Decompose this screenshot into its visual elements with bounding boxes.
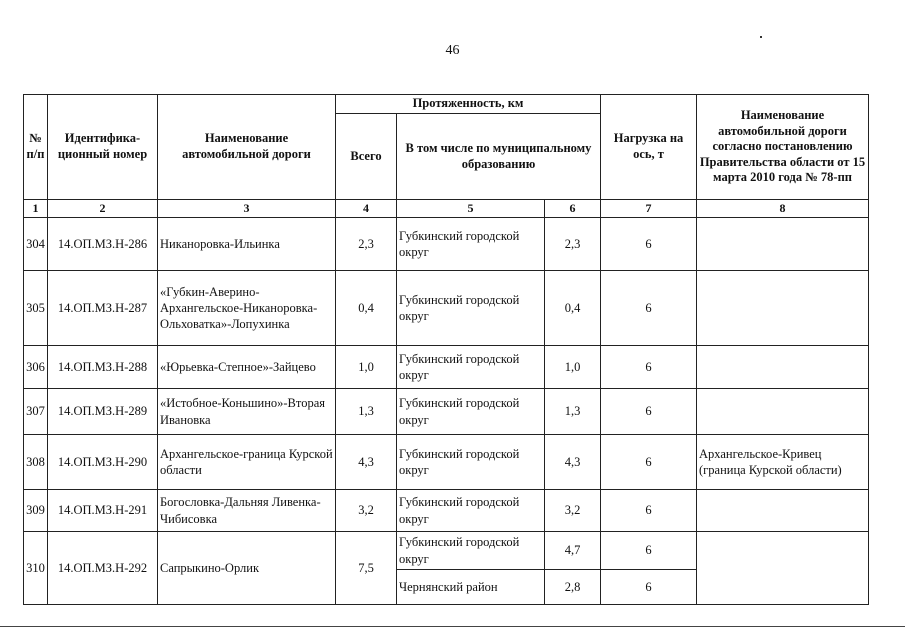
axle-load: 6 — [601, 218, 697, 271]
municipal-length: 3,2 — [545, 490, 601, 532]
axle-load: 6 — [601, 490, 697, 532]
resolution-name — [697, 271, 869, 346]
road-total-length: 1,0 — [336, 346, 397, 389]
road-name: Архангельское-граница Курской области — [158, 435, 336, 490]
resolution-name — [697, 218, 869, 271]
municipality: Губкинский городской округ — [397, 346, 545, 389]
column-number: 2 — [48, 200, 158, 218]
municipal-length: 1,0 — [545, 346, 601, 389]
road-name: Никаноровка-Ильинка — [158, 218, 336, 271]
axle-load: 6 — [601, 271, 697, 346]
axle-load: 6 — [601, 435, 697, 490]
page-number: 46 — [445, 43, 460, 58]
road-name: Сапрыкино-Орлик — [158, 532, 336, 605]
column-number: 4 — [336, 200, 397, 218]
column-number: 1 — [24, 200, 48, 218]
table-row — [24, 271, 869, 346]
header-load: Нагрузка на ось, т — [601, 95, 697, 200]
table-row — [24, 435, 869, 490]
column-number: 6 — [545, 200, 601, 218]
municipal-length: 4,3 — [545, 435, 601, 490]
road-id: 14.ОП.МЗ.Н-287 — [48, 271, 158, 346]
road-id: 14.ОП.МЗ.Н-290 — [48, 435, 158, 490]
column-number-row — [24, 200, 869, 218]
municipal-length: 1,3 — [545, 389, 601, 435]
municipal-length: 0,4 — [545, 271, 601, 346]
resolution-name — [697, 389, 869, 435]
column-number: 3 — [158, 200, 336, 218]
row-number: 304 — [24, 218, 48, 271]
axle-load: 6 — [601, 570, 697, 605]
road-name: Богословка-Дальняя Ливенка-Чибисовка — [158, 490, 336, 532]
municipality: Губкинский городской округ — [397, 218, 545, 271]
resolution-name — [697, 490, 869, 532]
table-row — [24, 389, 869, 435]
road-id: 14.ОП.МЗ.Н-286 — [48, 218, 158, 271]
municipality: Губкинский городской округ — [397, 490, 545, 532]
column-number: 8 — [697, 200, 869, 218]
header-total: Всего — [336, 114, 397, 200]
municipality: Губкинский городской округ — [397, 435, 545, 490]
row-number: 307 — [24, 389, 48, 435]
row-number: 306 — [24, 346, 48, 389]
municipality: Губкинский городской округ — [397, 271, 545, 346]
road-name: «Истобное-Коньшино»-Вторая Ивановка — [158, 389, 336, 435]
road-total-length: 0,4 — [336, 271, 397, 346]
roads-table — [23, 94, 869, 605]
municipal-length: 4,7 — [545, 532, 601, 570]
header-municipal: В том числе по муниципальному образованию — [397, 114, 601, 200]
road-id: 14.ОП.МЗ.Н-291 — [48, 490, 158, 532]
header-resolution-name: Наименование автомобильной дороги согласно постановлению Правительства области от 15 марта 2010 года № 78-пп — [697, 95, 869, 200]
header-num: № п/п — [24, 95, 48, 200]
municipality: Губкинский городской округ — [397, 532, 545, 570]
table-row — [24, 218, 869, 271]
municipal-length: 2,3 — [545, 218, 601, 271]
road-total-length: 2,3 — [336, 218, 397, 271]
row-number: 305 — [24, 271, 48, 346]
column-number: 7 — [601, 200, 697, 218]
municipal-length: 2,8 — [545, 570, 601, 605]
row-number: 310 — [24, 532, 48, 605]
axle-load: 6 — [601, 532, 697, 570]
bottom-rule — [0, 626, 905, 627]
road-id: 14.ОП.МЗ.Н-292 — [48, 532, 158, 605]
road-id: 14.ОП.МЗ.Н-289 — [48, 389, 158, 435]
column-number: 5 — [397, 200, 545, 218]
road-total-length: 4,3 — [336, 435, 397, 490]
resolution-name: Архангельское-Кривец (граница Курской области) — [697, 435, 869, 490]
scan-dot — [760, 36, 762, 38]
resolution-name — [697, 346, 869, 389]
table-row — [24, 490, 869, 532]
row-number: 308 — [24, 435, 48, 490]
municipality: Губкинский городской округ — [397, 389, 545, 435]
road-name: «Губкин-Аверино-Архангельское-Никаноровка-Ольховатка»-Лопухинка — [158, 271, 336, 346]
road-id: 14.ОП.МЗ.Н-288 — [48, 346, 158, 389]
road-total-length: 3,2 — [336, 490, 397, 532]
table-row — [24, 532, 869, 570]
road-total-length: 1,3 — [336, 389, 397, 435]
header-name: Наименование автомобильной дороги — [158, 95, 336, 200]
header-id: Идентифика-ционный номер — [48, 95, 158, 200]
road-total-length: 7,5 — [336, 532, 397, 605]
axle-load: 6 — [601, 389, 697, 435]
axle-load: 6 — [601, 346, 697, 389]
table-row — [24, 346, 869, 389]
resolution-name — [697, 532, 869, 605]
road-name: «Юрьевка-Степное»-Зайцево — [158, 346, 336, 389]
header-length-group: Протяженность, км — [336, 95, 601, 114]
row-number: 309 — [24, 490, 48, 532]
municipality: Чернянский район — [397, 570, 545, 605]
